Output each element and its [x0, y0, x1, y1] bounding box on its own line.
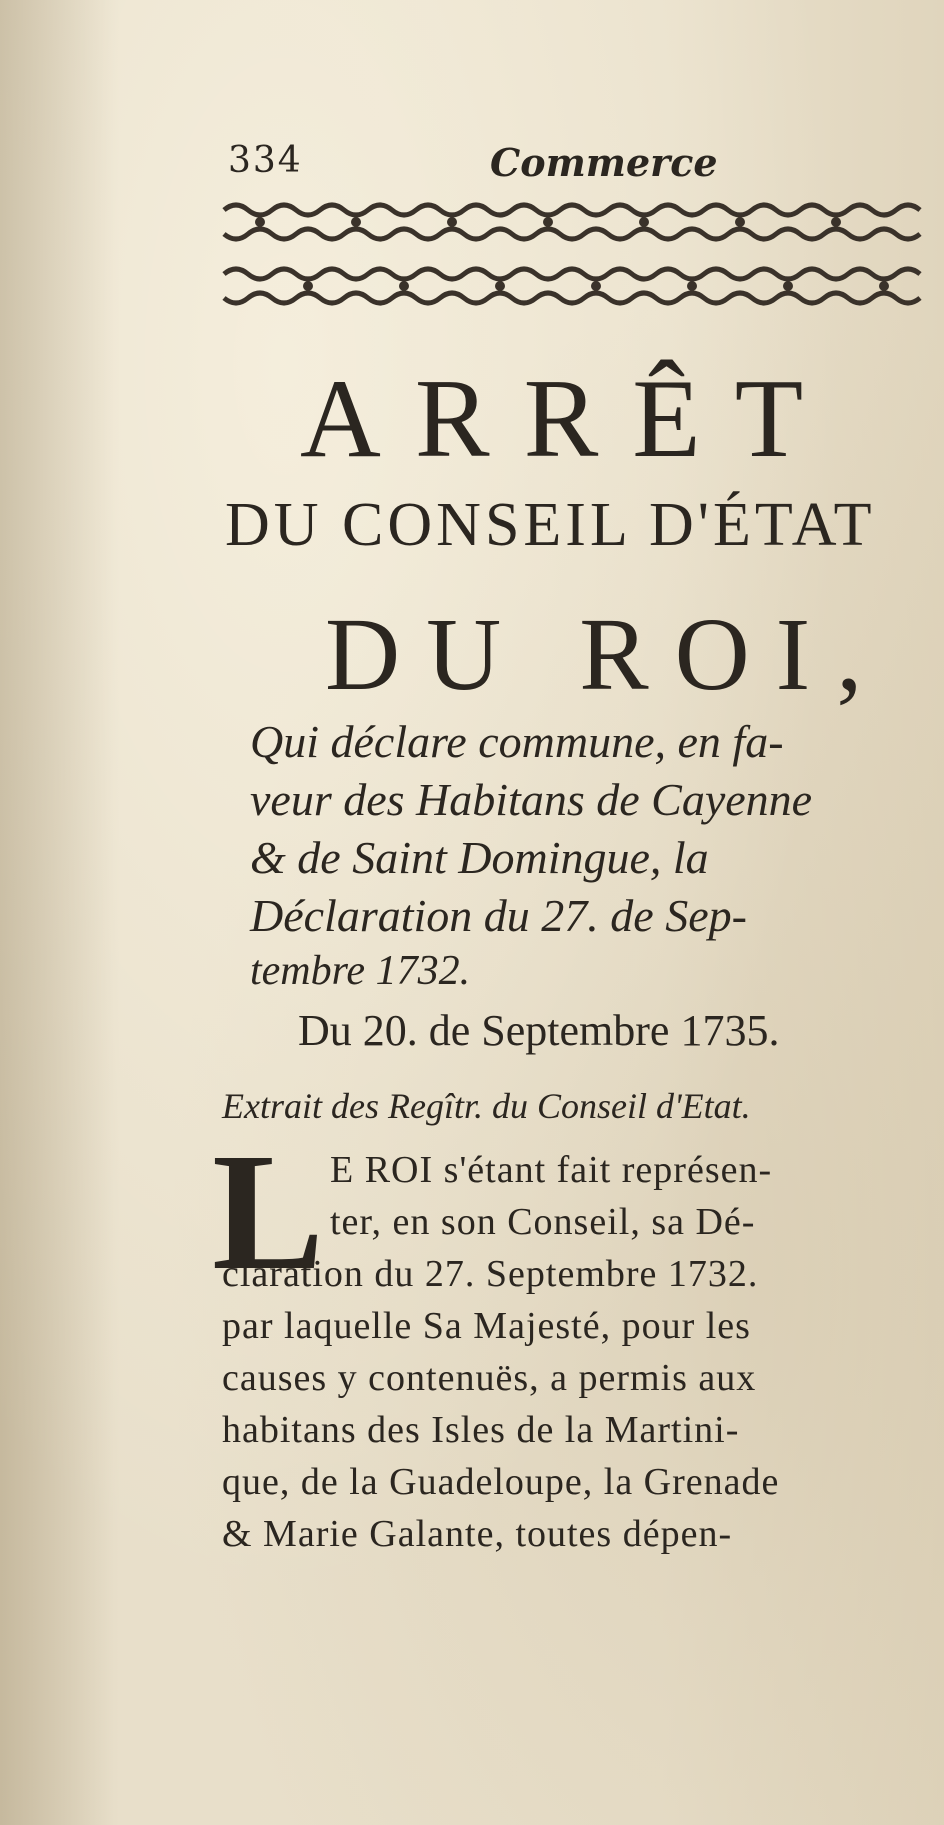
title-conseil-detat: DU CONSEIL D'ÉTAT [225, 491, 876, 559]
title-arret: ARRÊT [300, 357, 838, 481]
subtitle-line: & de Saint Domingue, la [250, 832, 709, 883]
body-text-line: E ROI s'étant fait représen- [330, 1149, 773, 1191]
subtitle-line: tembre 1732. [250, 948, 471, 994]
running-head [0, 140, 944, 200]
page-number: 334 [228, 140, 303, 181]
body-text-line: causes y contenuës, a permis aux [222, 1357, 757, 1399]
extrait-line: Extrait des Regîtr. du Conseil d'Etat. [222, 1086, 751, 1126]
body-text-line: habitans des Isles de la Martini- [222, 1409, 740, 1451]
body-text-line: ter, en son Conseil, sa Dé- [330, 1201, 756, 1243]
body-text-line: que, de la Guadeloupe, la Grenade [222, 1461, 780, 1503]
body-text-line: & Marie Galante, toutes dépen- [222, 1513, 733, 1555]
subtitle-line: veur des Habitans de Cayenne [250, 774, 813, 825]
date-line: Du 20. de Septembre 1735. [298, 1006, 780, 1055]
drop-cap: L [212, 1119, 325, 1305]
body-text-line: par laquelle Sa Majesté, pour les [222, 1305, 751, 1347]
printers-ornament-band [220, 196, 934, 314]
subtitle-line: Qui déclare commune, en fa- [250, 716, 784, 767]
page-gutter-shadow [0, 0, 120, 1825]
body-text-line: claration du 27. Septembre 1732. [222, 1253, 759, 1295]
subtitle-line: Déclaration du 27. de Sep- [250, 890, 747, 941]
title-du-roi: DU ROI, [325, 597, 889, 712]
running-title: Commerce [490, 140, 718, 185]
